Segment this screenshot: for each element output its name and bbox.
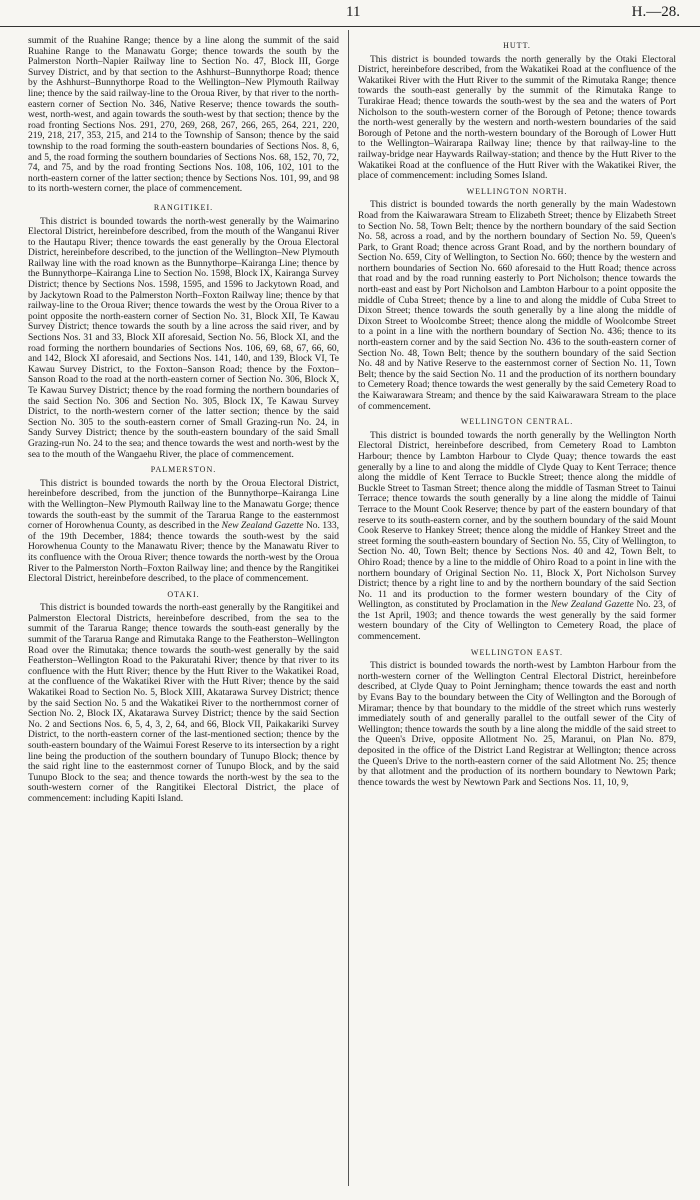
right-column bbox=[358, 36, 676, 1186]
left-column bbox=[28, 36, 339, 1186]
section-text-palmerston bbox=[28, 479, 339, 585]
section-text-wellington-north: This district is bounded towards the north generally by the main Wadestown Road from the Kaiwarawara Stream to Elizabeth Street; thence by Elizabeth Street to Section No. 58, Town Belt; thence by the northern boundary of the said Section No. 58, across a road, and by the northern boundary of Section No. 59, Queen's Park, to Grant Road; thence across Grant Road, and by the northern boundary of Section No. 659, City of Wellington, to Section No. 660; thence by the western and northern boundaries of Section No. 660 aforesaid to the Hutt Road; thence across that road and by the road running easterly to Port Nicholson; thence towards the north-east and east by Port Nicholson and Lambton Harbour to a point opposite the middle of Cuba Street; thence by a line to and along the middle of Cuba Street to Dixon Street; thence towards the south generally by a line along the middle of Dixon Street to Woolcombe Street; thence along the middle of Woolcombe Street to a point in a line with the northern boundary of Section No. 436; thence to its north-eastern corner and by the said Section No. 436 to the south-eastern corner of Section No. 48, Town Belt; thence by the southern boundary of the said Section No. 48 and by Native Reserve to the easternmost corner of Section No. 11, Town Belt; thence by the said Section No. 11 and the production of its northern boundary to Cemetery Road; thence towards the west generally by the said Cemetery Road to the Kaiwarawara Stream; and thence by the said Kaiwarawara Stream to the place of commencement. bbox=[358, 200, 676, 412]
section-heading-wellington-central: WELLINGTON CENTRAL. bbox=[460, 417, 574, 427]
wellington-central-text-part-2: No. 23, of the 1st April, 1903; and thence towards the west generally by the said former western boundary of the City of Wellington to Cemetery Road, the place of commencement. bbox=[358, 600, 676, 643]
palmerston-text-part-2: No. 133, of the 19th December, 1884; thence towards the south-west by the said Horowhenua County to the Manawatu River; thence by the Manawatu River to its confluence with the Oroua River; thence towards the north-west by the Oroua River to the Palmerston North–Foxton Railway line; and thence by the Rangitikei Electoral District, hereinbefore described, to the place of commencement. bbox=[28, 521, 339, 585]
page-number: 11 bbox=[346, 4, 361, 20]
section-heading-hutt: HUTT. bbox=[503, 41, 531, 50]
gazette-title: New Zealand Gazette bbox=[550, 600, 634, 611]
palmerston-text-part-1: This district is bounded towards the north by the Oroua Electoral District, hereinbefore described, from the junction of the Bunnythorpe–Kairanga Line with the Wellington–New Plymouth Railway line to the Manawatu Gorge; thence towards the south-east by the summit of the Tararua Range to the easternmost corner of Horowhenua County, as described in the bbox=[28, 478, 339, 532]
wellington-central-text-part-1: This district is bounded towards the north generally by the Wellington North Electoral District, hereinbefore described, from Cemetery Road to Lambton Harbour; thence by Lambton Harbour to Clyde Quay; thence towards the east generally by a line to and along the middle of Clyde Quay to Kent Terrace; thence along the middle of Kent Terrace to Buckle Street; thence along the middle of Buckle Street to Tasman Street; thence along the middle of Tasman Street to Tainui Terrace; thence towards the south generally by a line along the middle of Tainui Terrace to the Mount Cook Reserve; thence by part of the eastern boundary of that reserve to its south-eastern corner, and by the southern boundary of the said Mount Cook Reserve to Hankey Street; thence along the middle of Hankey Street and the street forming the south-eastern boundary of Section No. 55, City of Wellington, to Section No. 40, Town Belt; thence by Sections Nos. 40 and 42, Town Belt, to Ohiro Road; thence by a line to the middle of Ohiro Road to a point in line with the northern boundary of Original Section No. 11, Block X, Port Nicholson Survey District; thence by a right line to and by the northern boundary of the said Section No. 11 and its production to the former western boundary of the City of Wellington, as constituted by Proclamation in the bbox=[358, 430, 676, 611]
page-header bbox=[0, 4, 700, 27]
section-text-otaki: This district is bounded towards the north-east generally by the Rangitikei and Palmerston Electoral Districts, hereinbefore described, from the sea to the summit of the Tararua Range; thence towards the south-east generally by the summit of the Tararua Range and Rimutaka Range to the Featherston–Wellington Road over the Rimutaka; thence towards the south-west generally by the said Featherston–Wellington Road to the Pakuratahi River; thence by that river to its confluence with the Hutt River; thence by the Hutt River to the Wakatikei Road, at the confluence of the Wakatikei River with the Hutt River; thence by the said Wakatikei Road to Section No. 5, Block XIII, Akatarawa Survey District; thence by the said Section No. 5 and the Wakatikei River to the northernmost corner of Section No. 2, Block IX, Akatarawa Survey District; thence by the said Section No. 2 and Sections Nos. 6, 5, 4, 3, 2, 64, and 66, Block VII, Paikakariki Survey District, to the north-eastern corner of the last-mentioned section; thence by the south-eastern boundary of the Waimui Forest Reserve to its intersection by a right line being the production of the southern boundary of Tunupo Block; thence by the said right line to the easternmost corner of Tunupo Block, and by the said Tunupo Block to the sea; and thence towards the north-west by the sea to the south-western corner of the Rangitikei Electoral District, the place of commencement: including Kapiti Island. bbox=[28, 603, 339, 804]
gazette-title: New Zealand Gazette bbox=[221, 521, 304, 532]
section-text-rangitikei: This district is bounded towards the north-west generally by the Waimarino Electoral District, hereinbefore described, from the mouth of the Wanganui River to the Hautapu River; thence towards the east generally by the Oroua Electoral District, hereinbefore described, to the junction of the Wellington–New Plymouth Railway line with the road known as the Bunnythorpe–Kairanga Line; thence by the Bunnythorpe–Kairanga Line to Section No. 1598, Block IX, Kairanga Survey District; thence by Sections Nos. 1598, 1595, and 1596 to Jackytown Road, and by Jackytown Road to the Palmerston North–Foxton Railway line; thence by that railway-line to the Oroua River; thence towards the west by the Oroua River to a point opposite the north-eastern corner of Section No. 31, Block XII, Te Kawau Survey District; thence towards the south by a line across the said river, and by Sections Nos. 31 and 33, Block XII aforesaid, Section No. 56, Block XI, and the road forming the northern boundaries of Sections Nos. 106, 69, 68, 67, 66, 60, and 142, Block XI aforesaid, and Sections Nos. 141, 140, and 139, Block VI, Te Kawau Survey District, to the Foxton–Sanson Road; thence by the Foxton–Sanson Road to the road at the north-eastern corner of Section No. 306, Block X, Te Kawau Survey District; thence by the road forming the northern boundaries of the said Section No. 306 and Section No. 305, Block IX, Te Kawau Survey District, to the north-western corner of the latter section; thence by the said Section No. 305 to the south-eastern corner of Small Grazing-run No. 24, in Sandy Survey District; thence by the south-eastern boundary of the said Small Grazing-run No. 24 to the sea; and thence towards the west and north-west by the sea to the mouth of the Wangaehu River, the place of commencement. bbox=[28, 216, 339, 460]
section-heading-palmerston: PALMERSTON. bbox=[150, 465, 217, 475]
section-heading-wellington-north: WELLINGTON NORTH. bbox=[466, 186, 568, 196]
document-reference: H.—28. bbox=[631, 4, 680, 20]
section-text-wellington-east: This district is bounded towards the north-west by Lambton Harbour from the north-western corner of the Wellington Central Electoral District, hereinbefore described, at Clyde Quay to Point Jerningham; thence towards the east and north by Evans Bay to the boundary between the City of Wellington and the Borough of Miramar; thence by that boundary to the middle of the street which runs westerly immediately south of and generally parallel to the outfall sewer of the City of Wellington; thence towards the south by a line along the middle of the said street to the Queen's Drive, opposite Allotment No. 25, Maranui, on Plan No. 879, deposited in the office of the District Land Registrar at Wellington; thence across the Queen's Drive to the north-eastern corner of the said Allotment No. 25; thence by that allotment and the production of its northern boundary to Newtown Park; thence towards the west by Newtown Park and Sections Nos. 11, 10, 9, bbox=[358, 661, 676, 788]
continued-paragraph: summit of the Ruahine Range; thence by a line along the summit of the said Ruahine Range to the Manawatu Gorge; thence towards the south by the Palmerston North–Napier Railway line to Section No. 47, Block III, Gorge Survey District, and by that section to the Ashhurst–Bunnythorpe Road; thence by the Ashhurst–Bunnythorpe Road to the Wellington–New Plymouth Railway line; thence by the said railway-line to the Oroua River, by that river to the north-eastern corner of Section No. 346, Native Reserve; thence towards the south-west, north-west, and again towards the south-west by that section; thence by the road fronting Sections Nos. 291, 270, 269, 268, 267, 266, 265, 264, 221, 220, 219, 218, 217, 353, 215, and 214 to the Township of Sanson; thence by the said township to the road forming the south-eastern boundaries of Sections Nos. 8, 6, and 5, the road forming the southern boundaries of Sections Nos. 68, 152, 70, 72, 74, and 75, and by the road fronting Sections Nos. 108, 106, 102, 101 to the north-eastern corner of the latter section; thence by Sections Nos. 101, 99, and 98 to its north-western corner, the place of commencement. bbox=[28, 36, 339, 195]
section-heading-rangitikei: RANGITIKEI. bbox=[153, 202, 214, 212]
section-heading-wellington-east: WELLINGTON EAST. bbox=[470, 647, 564, 657]
column-divider bbox=[348, 30, 349, 1186]
section-text-hutt: This district is bounded towards the north generally by the Otaki Electoral District, hereinbefore described, from the Wakatikei Road at the confluence of the Wakatikei River with the Hutt River to the summit of the Rimutaka Range; thence towards the south-east generally by the summit of the Rimutaka Range to Turakirae Head; thence towards the south-west by the sea and the waters of Port Nicholson to the south-western corner of the Borough of Petone; thence towards the north-west generally by the western and north-western boundaries of the said Borough of Petone and the north-western boundary of the Borough of Lower Hutt to the Wellington–Wairarapa Railway line; thence by that railway-line to the railway-bridge near Haywards Railway-station; and thence by the Hutt River to the Wakatikei Road at the confluence of the Hutt River with the Wakatikei River, the place of commencement: including Somes Island. bbox=[358, 54, 676, 182]
section-text-wellington-central bbox=[358, 431, 676, 643]
section-heading-otaki: OTAKI. bbox=[167, 589, 200, 599]
